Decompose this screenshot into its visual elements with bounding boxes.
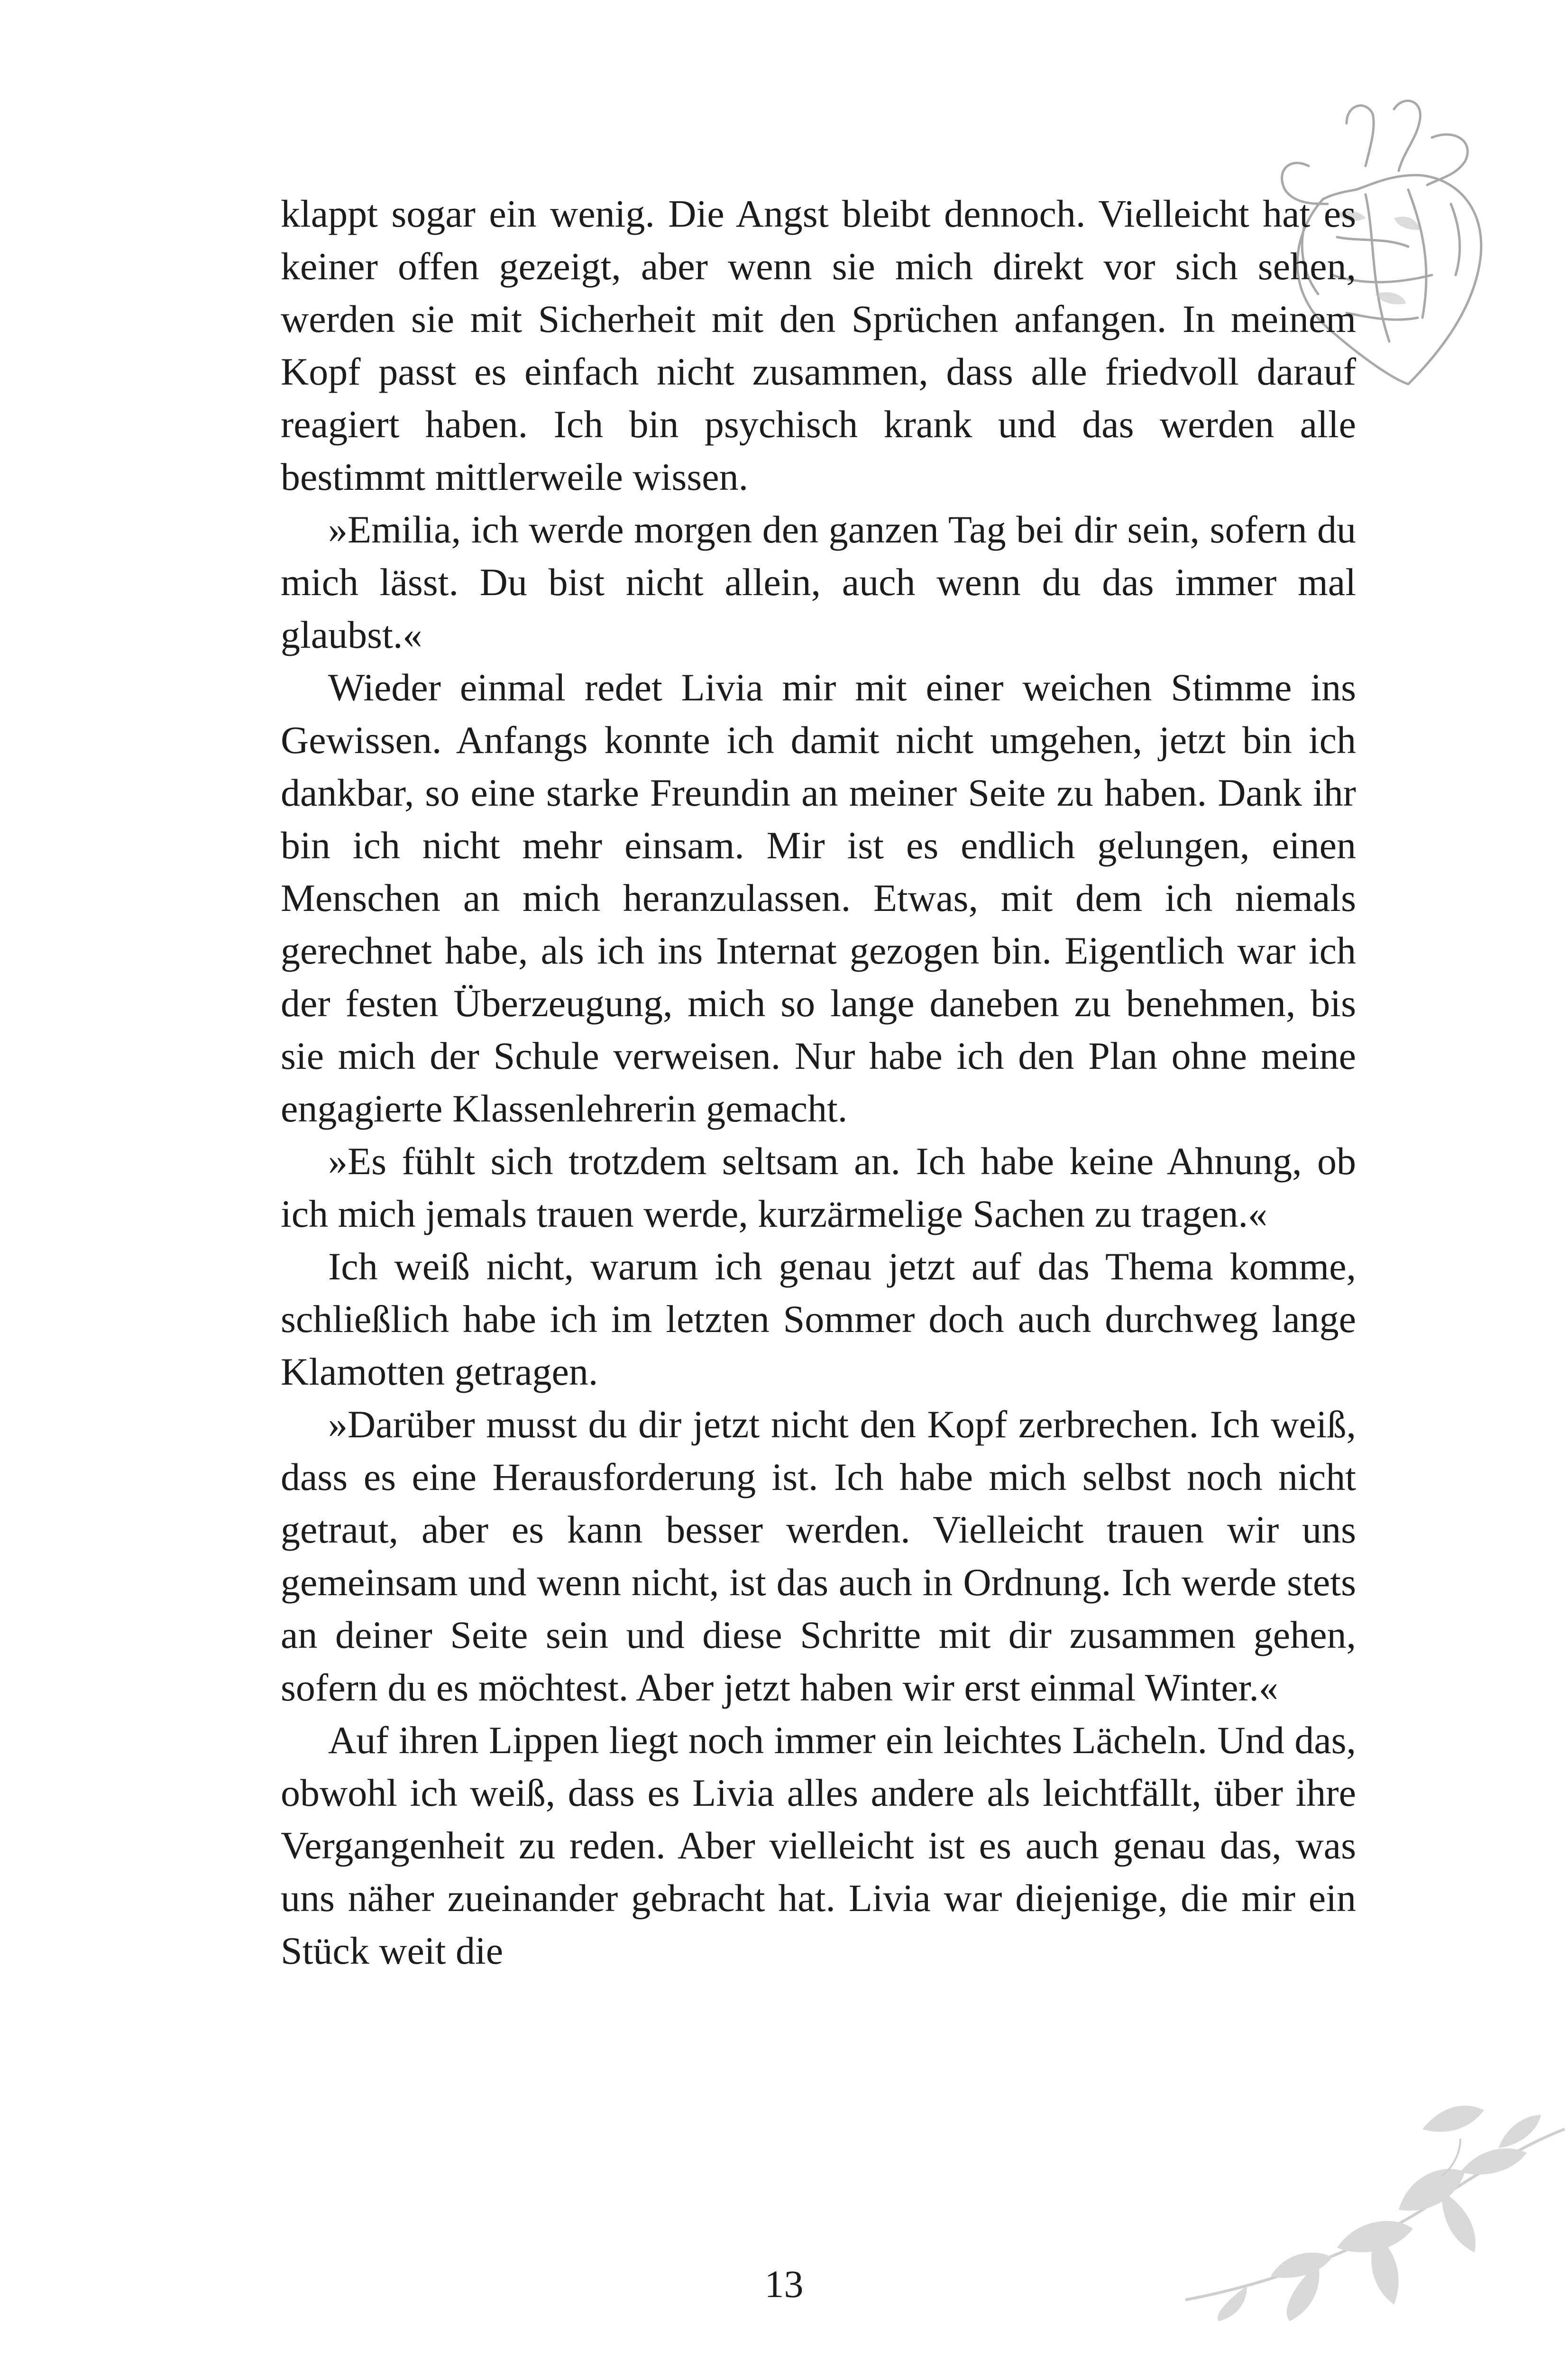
paragraph: Wieder einmal redet Livia mir mit einer weichen Stimme ins Gewissen. Anfangs konnte ich damit nicht umgehen, jetzt bin ich dankbar, so eine starke Freundin an meiner Seite zu haben. Dank ihr bin ich nicht mehr einsam. Mir ist es endlich gelungen, einen Menschen an mich heranzulassen. Etwas, mit dem ich niemals gerechnet habe, als ich ins Internat gezogen bin. Eigentlich war ich der festen Überzeugung, mich so lange daneben zu benehmen, bis sie mich der Schule verweisen. Nur habe ich den Plan ohne meine engagierte Klassenlehrerin gemacht.: [281, 666, 1356, 1130]
paragraph: »Darüber musst du dir jetzt nicht den Kopf zerbrechen. Ich weiß, dass es eine Herausforderung ist. Ich habe mich selbst noch nicht getraut, aber es kann besser werden. Vielleicht trauen wir uns gemeinsam und wenn nicht, ist das auch in Ordnung. Ich werde stets an deiner Seite sein und diese Schritte mit dir zusammen gehen, sofern du es möchtest. Aber jetzt haben wir erst einmal Winter.«: [281, 1403, 1356, 1709]
paragraph: Auf ihren Lippen liegt noch immer ein leichtes Lächeln. Und das, obwohl ich weiß, dass es Livia alles andere als leichtfällt, über ihre Vergangenheit zu reden. Aber vielleicht ist es auch genau das, was uns näher zueinander gebracht hat. Livia war diejenige, die mir ein Stück weit die: [281, 1719, 1356, 1972]
paragraph: Ich weiß nicht, warum ich genau jetzt auf das Thema komme, schließlich habe ich im letzten Sommer doch auch durchweg lange Klamotten getragen.: [281, 1245, 1356, 1393]
paragraph: klappt sogar ein wenig. Die Angst bleibt dennoch. Vielleicht hat es keiner offen gezeigt, aber wenn sie mich direkt vor sich sehen, werden sie mit Sicherheit mit den Sprüchen anfangen. In meinem Kopf passt es einfach nicht zusammen, dass alle friedvoll darauf reagiert haben. Ich bin psychisch krank und das werden alle bestimmt mittlerweile wissen.: [281, 192, 1356, 498]
paragraph: »Emilia, ich werde morgen den ganzen Tag bei dir sein, sofern du mich lässt. Du bist nicht allein, auch wenn du das immer mal glaubst.«: [281, 508, 1356, 656]
body-text: [281, 187, 1356, 1977]
paragraph: »Es fühlt sich trotzdem seltsam an. Ich habe keine Ahnung, ob ich mich jemals trauen werde, kurzärmelige Sachen zu tragen.«: [281, 1140, 1356, 1235]
page-number: 13: [764, 2262, 804, 2306]
